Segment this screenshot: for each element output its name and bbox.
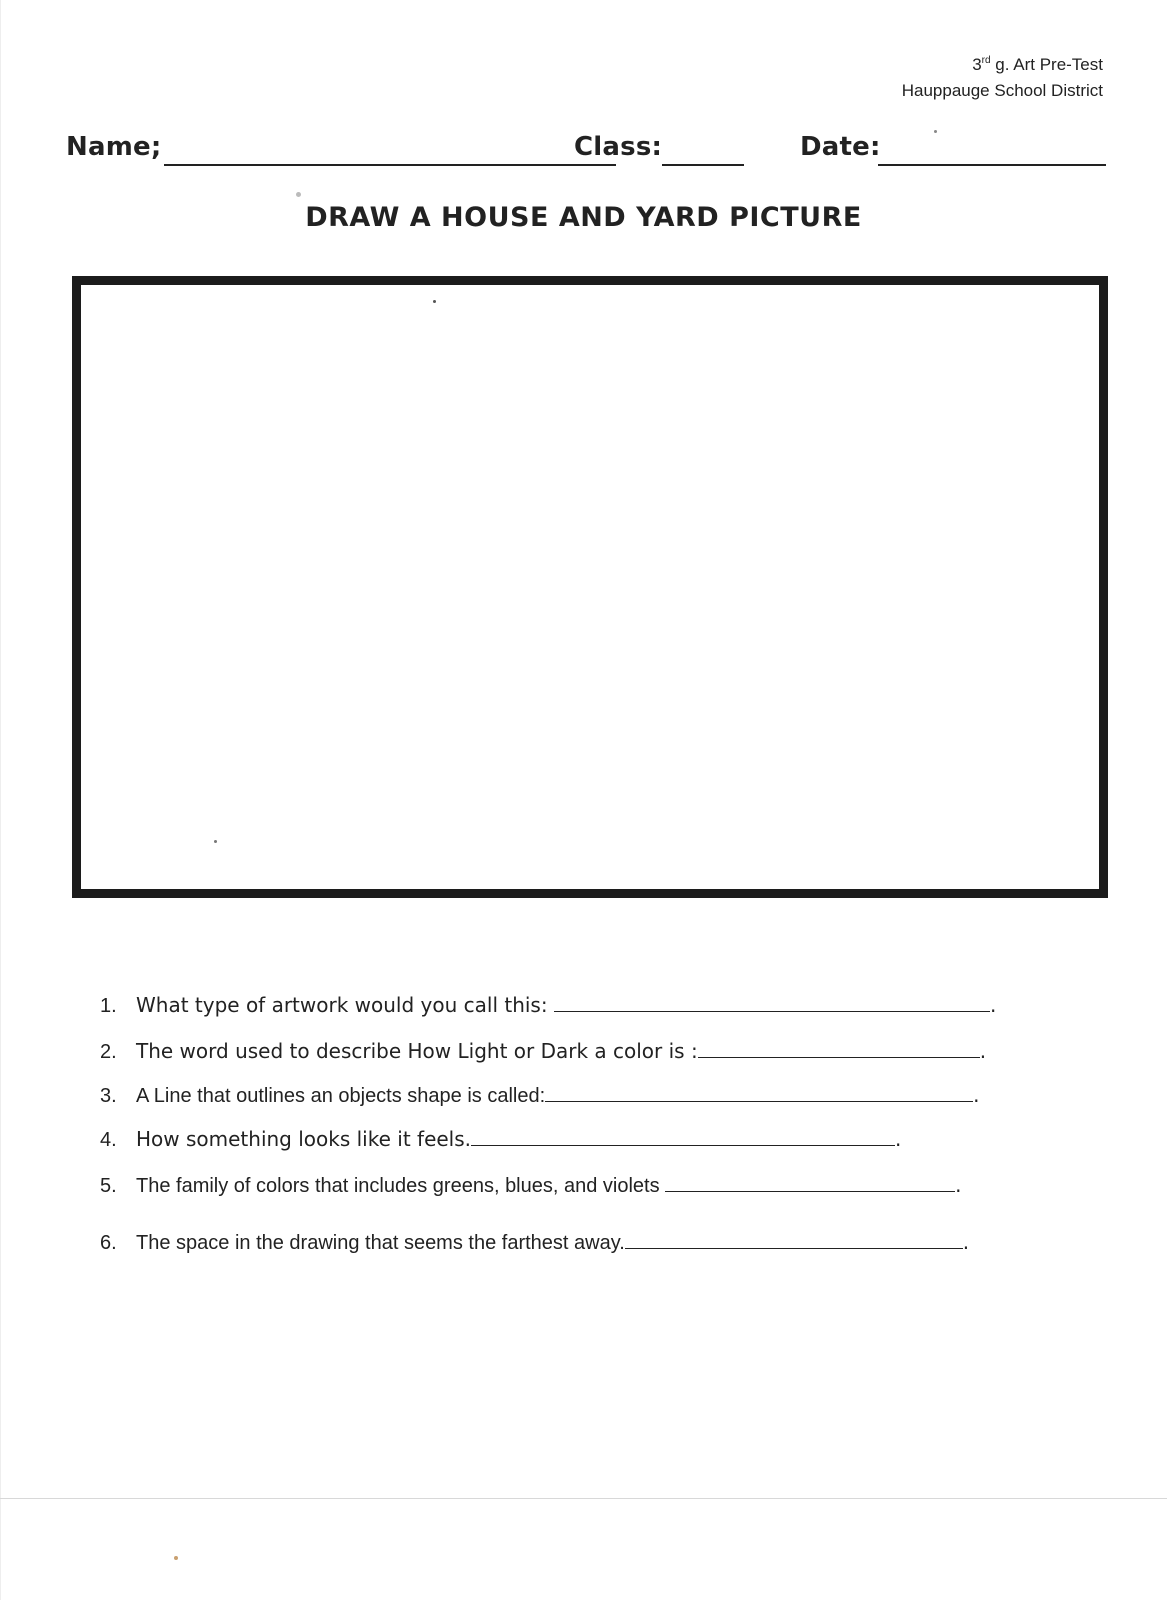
answer-blank[interactable]	[545, 1083, 973, 1102]
question-text: What type of artwork would you call this:	[136, 993, 554, 1017]
question-text: The word used to describe How Light or Dark a color is :	[136, 1039, 698, 1063]
question-item	[100, 993, 996, 1018]
date-label: Date:	[800, 132, 881, 162]
page-fold-line	[0, 1498, 1167, 1499]
class-label: Class:	[574, 132, 663, 162]
student-info-row	[66, 132, 1106, 172]
question-number: 5.	[100, 1175, 117, 1197]
answer-blank[interactable]	[471, 1127, 895, 1146]
question-number: 1.	[100, 995, 117, 1017]
question-text: The family of colors that includes greens, blues, and violets	[136, 1175, 666, 1197]
scan-edge	[0, 0, 1, 1600]
scan-speck	[174, 1556, 178, 1560]
question-period: .	[989, 993, 997, 1017]
question-text: How something looks like it feels.	[136, 1127, 472, 1151]
drawing-area[interactable]	[72, 276, 1108, 898]
answer-blank[interactable]	[698, 1039, 980, 1058]
question-item	[100, 1039, 986, 1064]
grade-number: 3	[972, 55, 982, 74]
name-blank[interactable]	[164, 164, 616, 166]
question-item	[100, 1173, 962, 1198]
page-title: DRAW A HOUSE AND YARD PICTURE	[305, 202, 862, 233]
question-item	[100, 1230, 969, 1255]
header-district: Hauppauge School District	[901, 81, 1103, 100]
name-label: Name;	[66, 132, 162, 162]
question-item	[100, 1083, 980, 1108]
question-number: 2.	[100, 1041, 117, 1063]
question-period: .	[979, 1039, 987, 1063]
question-period: .	[955, 1173, 962, 1197]
question-text: A Line that outlines an objects shape is called:	[136, 1085, 546, 1107]
question-number: 4.	[100, 1129, 117, 1151]
scan-speck	[934, 130, 937, 133]
course-title: g. Art Pre-Test	[990, 55, 1103, 74]
header-info	[902, 52, 1103, 104]
header-course	[902, 52, 1103, 78]
scan-speck	[433, 300, 436, 303]
scan-speck	[214, 840, 217, 843]
date-blank[interactable]	[878, 164, 1106, 166]
answer-blank[interactable]	[665, 1173, 955, 1192]
question-period: .	[962, 1230, 970, 1254]
scan-speck	[296, 192, 301, 197]
question-period: .	[973, 1083, 980, 1107]
grade-suffix: rd	[981, 55, 991, 66]
question-text: The space in the drawing that seems the farthest away.	[136, 1232, 625, 1254]
question-period: .	[895, 1127, 902, 1151]
question-item	[100, 1127, 901, 1152]
class-blank[interactable]	[662, 164, 744, 166]
question-number: 3.	[100, 1085, 117, 1107]
answer-blank[interactable]	[554, 993, 990, 1012]
question-number: 6.	[100, 1232, 117, 1254]
answer-blank[interactable]	[625, 1230, 963, 1249]
